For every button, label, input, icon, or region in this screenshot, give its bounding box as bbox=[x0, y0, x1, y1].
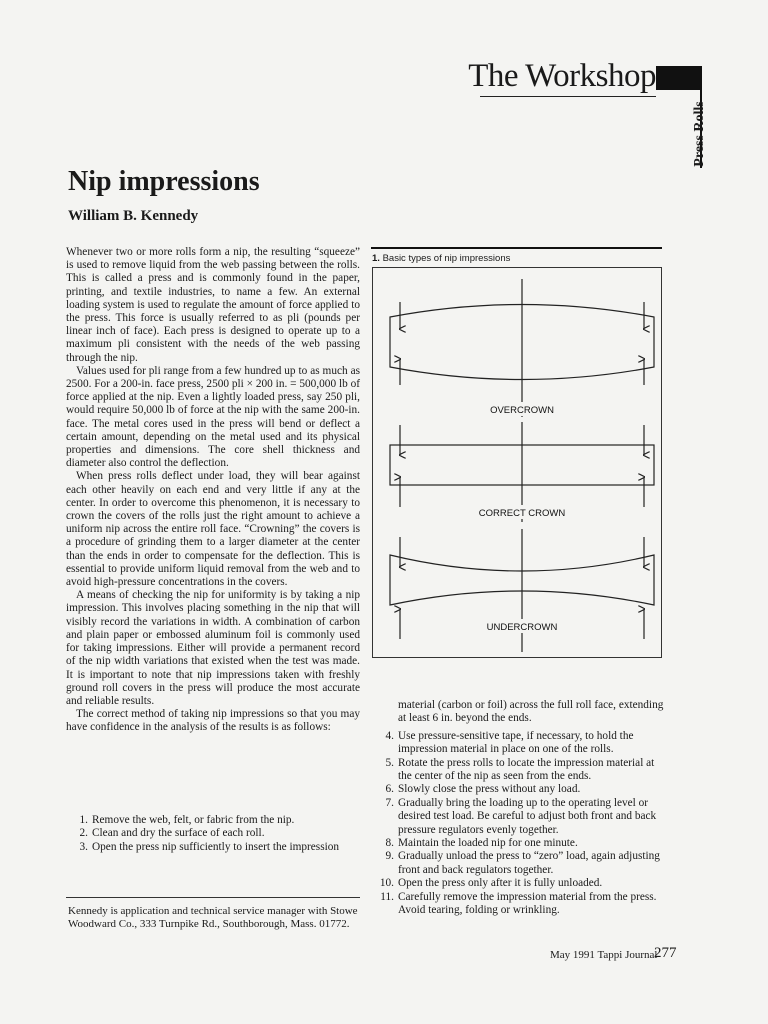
label-undercrown: UNDERCROWN bbox=[486, 622, 558, 633]
section-vertical-label: Press Rolls bbox=[692, 101, 707, 167]
step-text: Gradually bring the loading up to the operating level or desired test load. Be careful to adjust both front and back pressure regulators evenly together. bbox=[398, 796, 657, 836]
step-text: Remove the web, felt, or fabric from the nip. bbox=[92, 814, 295, 826]
label-overcrown: OVERCROWN bbox=[490, 405, 554, 416]
step-item bbox=[378, 783, 666, 796]
step-item bbox=[378, 891, 666, 918]
step-number: 7. bbox=[385, 796, 394, 809]
footnote-rule bbox=[66, 897, 360, 898]
figure-caption-text: Basic types of nip impressions bbox=[382, 253, 511, 264]
step-number: 10. bbox=[379, 877, 394, 890]
step-text: Use pressure-sensitive tape, if necessary, to hold the impression material in place on one of the rolls. bbox=[398, 729, 634, 756]
body-paragraph: When press rolls deflect under load, they will bear against each other heavily on each end and very little if any at the center. In order to overcome this phenomenon, it is necessary to crown the covers of the rolls just the right amount to achieve a uniform nip across the entire roll face. “Crowning” the covers is a procedure of grinding them to a larger diameter at the center than the ends in order to compensate for the deflection. This is essential to provide uniform liquid removal from the web and to avoid high-pressure concentrations in the covers. bbox=[66, 470, 360, 589]
nip-impressions-diagram bbox=[372, 267, 662, 658]
step-text: Maintain the loaded nip for one minute. bbox=[398, 837, 578, 850]
article-title: Nip impressions bbox=[68, 166, 260, 197]
step-item bbox=[72, 827, 364, 840]
step-item bbox=[72, 841, 364, 854]
step-number: 2. bbox=[79, 827, 88, 840]
step-number: 3. bbox=[79, 840, 88, 853]
step-item bbox=[378, 850, 666, 877]
step-number: 6. bbox=[385, 783, 394, 796]
figure-top-rule bbox=[371, 247, 662, 249]
step-text: Open the press only after it is fully unloaded. bbox=[398, 877, 603, 890]
journal-citation: May 1991 Tappi Journal bbox=[550, 949, 658, 961]
step-item bbox=[378, 877, 666, 890]
figure-caption bbox=[372, 253, 510, 264]
step-text: Open the press nip sufficiently to insert the impression bbox=[92, 840, 340, 853]
step-item bbox=[378, 757, 666, 784]
label-correct-crown: CORRECT CROWN bbox=[478, 508, 566, 519]
steps-list-right bbox=[378, 730, 666, 918]
step-item bbox=[378, 797, 666, 837]
body-column-left bbox=[66, 246, 360, 735]
figure-number: 1. bbox=[372, 253, 380, 264]
page-number: 277 bbox=[654, 945, 677, 961]
step-item bbox=[378, 837, 666, 850]
body-paragraph: A means of checking the nip for uniformity is by taking a nip impression. This involves placing something in the nip that will visibly record the variations in width. A combination of carbon and plain paper or embossed aluminum foil is commonly used for taking impressions. Either will provide a permanent record of the nip width variations that existed when the test was made. It is important to note that nip impressions taken with freshly ground roll covers in the press will produce the most accurate and reliable results. bbox=[66, 589, 360, 707]
step-text: Clean and dry the surface of each roll. bbox=[92, 827, 265, 840]
body-paragraph: Whenever two or more rolls form a nip, the resulting “squeeze” is used to remove liquid from the web passing between the rolls. This is called a press and is commonly found in the paper, printing, and textile industries, to name a few. An external loading system is used to regulate the amount of force applied to the press. This force is usually referred to as pli (pounds per linear inch of face). Each press is designed to operate up to a maximum pli consistent with the needs of the web passing through the nip. bbox=[66, 246, 360, 364]
step-number: 11. bbox=[380, 890, 394, 903]
step-3-continued: material (carbon or foil) across the full roll face, extending at least 6 in. beyond the ends. bbox=[398, 699, 664, 725]
steps-list-left bbox=[72, 814, 364, 854]
section-title-rule bbox=[480, 96, 656, 97]
step-text: Carefully remove the impression material from the press. Avoid tearing, folding or wrinkling. bbox=[398, 890, 657, 917]
step-text: Gradually unload the press to “zero” load, again adjusting front and back regulators together. bbox=[398, 850, 660, 876]
section-title: The Workshop bbox=[468, 58, 656, 94]
step-text: Rotate the press rolls to locate the impression material at the center of the nip as seen from the ends. bbox=[398, 756, 655, 783]
step-number: 1. bbox=[79, 814, 88, 826]
step-item bbox=[72, 814, 364, 827]
author-footnote: Kennedy is application and technical service manager with Stowe Woodward Co., 333 Turnpike Rd., Southborough, Mass. 01772. bbox=[68, 905, 358, 930]
body-column-right bbox=[378, 699, 666, 918]
body-paragraph: Values used for pli range from a few hundred up to as much as 2500. For a 200-in. face press, 2500 pli × 200 in. = 500,000 lb of force applied at the nip. Even a lightly loaded press, say 250 pli, would require 50,000 lb of force at the nip with the same 200-in. face. The metal cores used in the press will bend or deflect a certain amount, depending on the metal used and its physical properties and dimensions. The core shell thickness and diameter also control the deflection. bbox=[66, 364, 360, 470]
step-number: 9. bbox=[385, 850, 394, 863]
article-author: William B. Kennedy bbox=[68, 208, 199, 224]
step-number: 5. bbox=[385, 756, 394, 769]
section-tab-block bbox=[656, 66, 702, 90]
step-number: 8. bbox=[385, 837, 394, 850]
step-text: Slowly close the press without any load. bbox=[398, 783, 581, 796]
step-item bbox=[378, 730, 666, 757]
body-paragraph: The correct method of taking nip impressions so that you may have confidence in the analysis of the results is as follows: bbox=[66, 708, 360, 734]
step-number: 4. bbox=[385, 729, 394, 742]
